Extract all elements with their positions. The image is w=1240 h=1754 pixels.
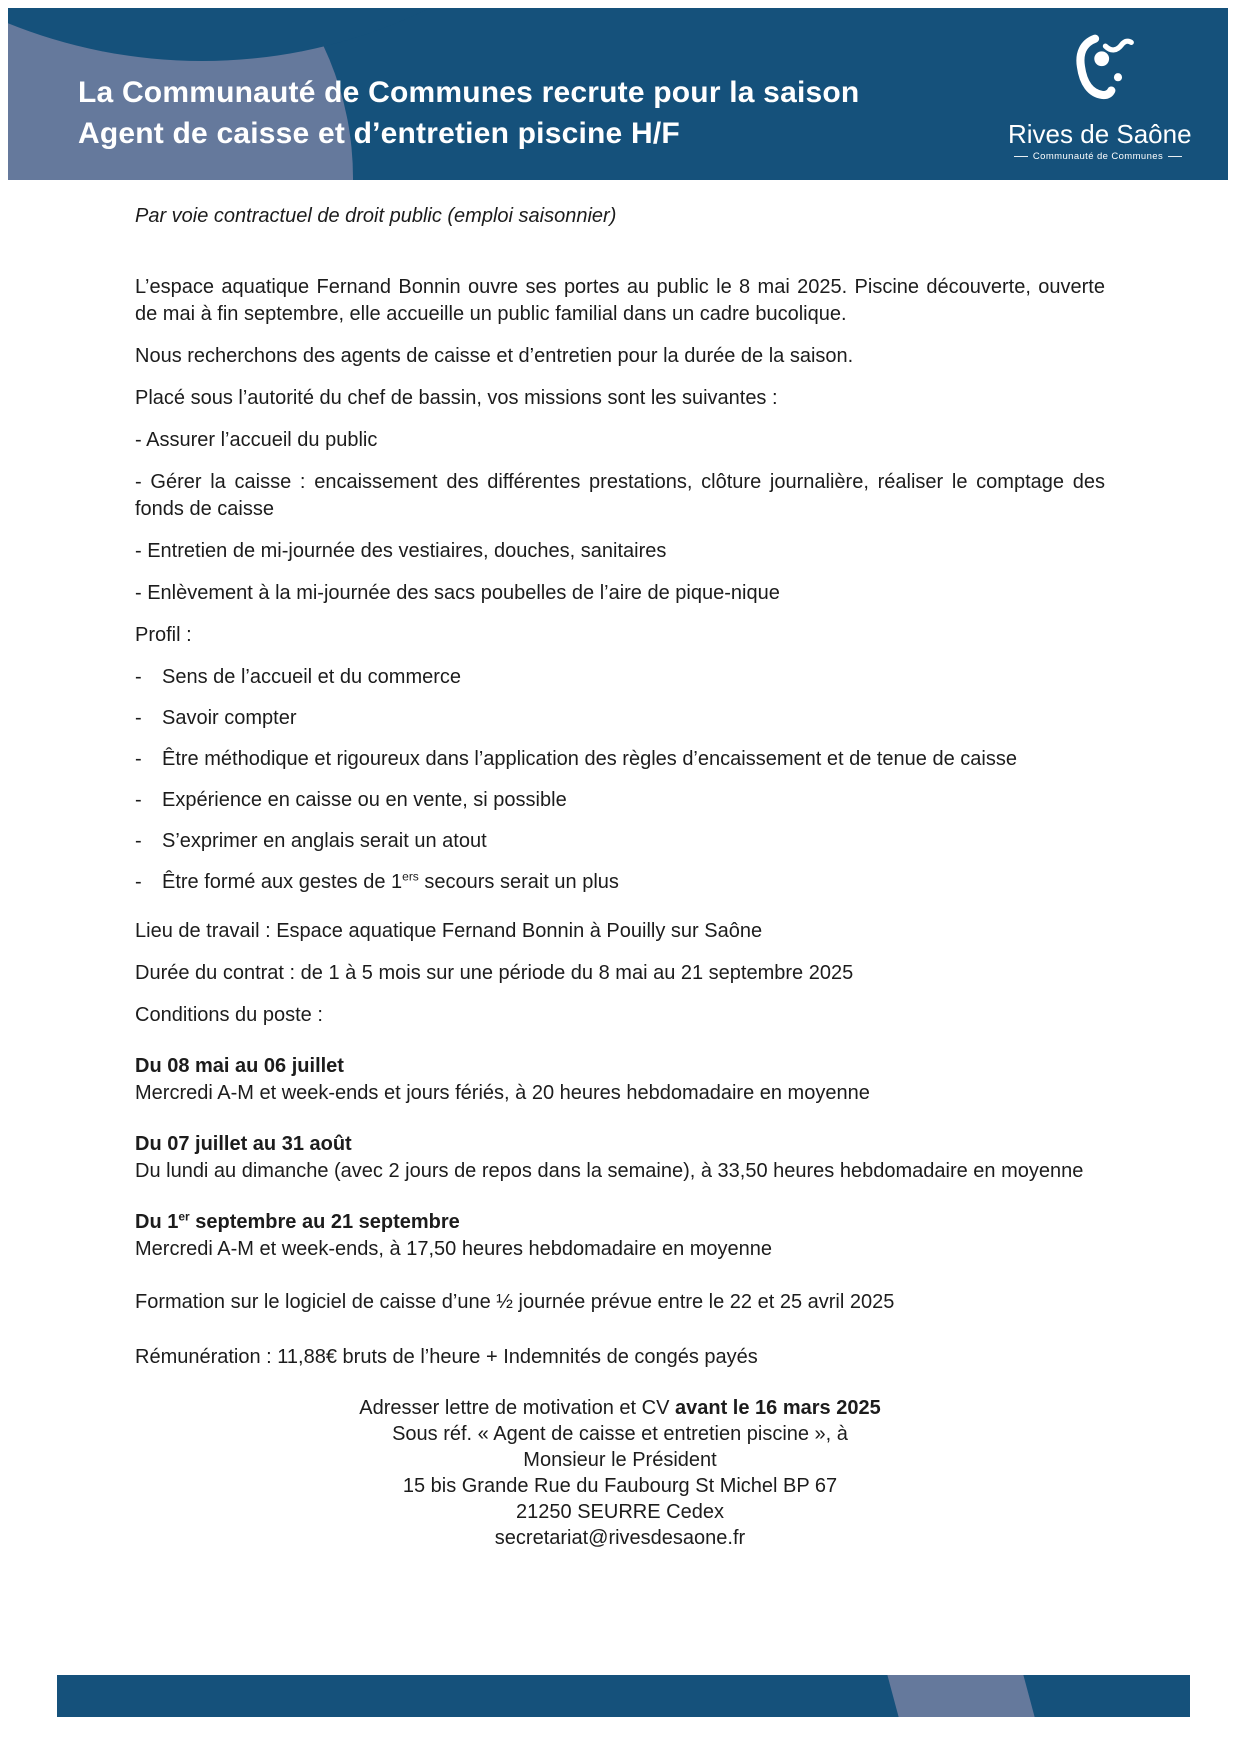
bullet-dash: -: [135, 830, 142, 852]
title-line-1: La Communauté de Communes recrute pour la saison: [78, 76, 860, 109]
header-banner: [8, 8, 1228, 180]
apply-line-reference: Sous réf. « Agent de caisse et entretien piscine », à: [392, 1423, 848, 1445]
schedule-block: [135, 1209, 1105, 1263]
apply-line-deadline: Adresser lettre de motivation et CV avant le 16 mars 2025: [359, 1397, 881, 1419]
remuneration-line: Rémunération : 11,88€ bruts de l’heure + Indemnités de congés payés: [135, 1346, 758, 1368]
apply-line-city: 21250 SEURRE Cedex: [516, 1501, 724, 1523]
logo-name: Rives de Saône: [1008, 119, 1192, 149]
document-body: [0, 180, 1240, 1551]
paragraph-opening: L’espace aquatique Fernand Bonnin ouvre ses portes au public le 8 mai 2025. Piscine découverte, ouverte de mai à fin septembre, elle accueille un public familial dans un cadre bucolique.: [135, 276, 1105, 325]
profil-item: - Savoir compter: [135, 705, 1105, 732]
logo-subtitle: Communauté de Communes: [1032, 151, 1164, 162]
apply-line-email: secretariat@rivesdesaone.fr: [494, 1527, 746, 1549]
profil-item: - Être méthodique et rigoureux dans l’application des règles d’encaissement et de tenue de caisse: [135, 746, 1105, 773]
swimmer-figure-icon: [1061, 34, 1135, 116]
bullet-dash: -: [135, 871, 142, 893]
paragraph-recherche: Nous recherchons des agents de caisse et d’entretien pour la durée de la saison.: [135, 345, 854, 367]
schedule-line: Du lundi au dimanche (avec 2 jours de repos dans la semaine), à 33,50 heures hebdomadaire en moyenne: [135, 1160, 1084, 1182]
duree-du-contrat: Durée du contrat : de 1 à 5 mois sur une période du 8 mai au 21 septembre 2025: [135, 962, 854, 984]
footer-bar: [57, 1675, 1190, 1717]
rives-de-saone-logo: [1008, 34, 1192, 162]
page-title: [78, 72, 859, 154]
mission-item: - Entretien de mi-journée des vestiaires, douches, sanitaires: [135, 540, 667, 562]
schedule-block: [135, 1131, 1105, 1185]
paragraph-missions-intro: Placé sous l’autorité du chef de bassin, vos missions sont les suivantes :: [135, 387, 778, 409]
logo-rule-left: [1014, 156, 1028, 157]
mission-item: - Enlèvement à la mi-journée des sacs poubelles de l’aire de pique-nique: [135, 582, 780, 604]
schedule-line: Mercredi A-M et week-ends et jours fériés, à 20 heures hebdomadaire en moyenne: [135, 1082, 870, 1104]
bullet-dash: -: [135, 707, 142, 729]
bullet-dash: -: [135, 748, 142, 770]
apply-line-president: Monsieur le Président: [523, 1449, 717, 1471]
logo-rule-right: [1168, 156, 1182, 157]
profil-item: - Expérience en caisse ou en vente, si possible: [135, 787, 1105, 814]
lieu-de-travail: Lieu de travail : Espace aquatique Fernand Bonnin à Pouilly sur Saône: [135, 920, 763, 942]
schedule-line: Mercredi A-M et week-ends, à 17,50 heures hebdomadaire en moyenne: [135, 1238, 773, 1260]
conditions-heading: Conditions du poste :: [135, 1004, 323, 1026]
bullet-dash: -: [135, 666, 142, 688]
application-address-block: [135, 1395, 1105, 1551]
mission-item: - Assurer l’accueil du public: [135, 429, 378, 451]
schedule-block: [135, 1053, 1105, 1107]
schedule-title: Du 08 mai au 06 juillet: [135, 1055, 344, 1077]
profil-item: - Être formé aux gestes de 1ers secours serait un plus: [135, 869, 1105, 896]
intro-italic-line: Par voie contractuel de droit public (emploi saisonnier): [135, 205, 617, 227]
profil-item: - S’exprimer en anglais serait un atout: [135, 828, 1105, 855]
formation-line: Formation sur le logiciel de caisse d’une ½ journée prévue entre le 22 et 25 avril 2025: [135, 1291, 895, 1313]
title-line-2: Agent de caisse et d’entretien piscine H/F: [78, 117, 680, 150]
profil-item: - Sens de l’accueil et du commerce: [135, 664, 1105, 691]
footer-accent-shape: [886, 1675, 1035, 1717]
schedule-title: Du 07 juillet au 31 août: [135, 1133, 352, 1155]
mission-item: - Gérer la caisse : encaissement des différentes prestations, clôture journalière, réaliser le comptage des fonds de caisse: [135, 471, 1105, 520]
bullet-dash: -: [135, 789, 142, 811]
profil-heading: Profil :: [135, 624, 192, 646]
decorative-circle-dark: [8, 8, 719, 61]
schedule-title: Du 1er septembre au 21 septembre: [135, 1209, 460, 1233]
apply-line-street: 15 bis Grande Rue du Faubourg St Michel BP 67: [402, 1475, 838, 1497]
logo-subtitle-row: [1008, 151, 1188, 162]
